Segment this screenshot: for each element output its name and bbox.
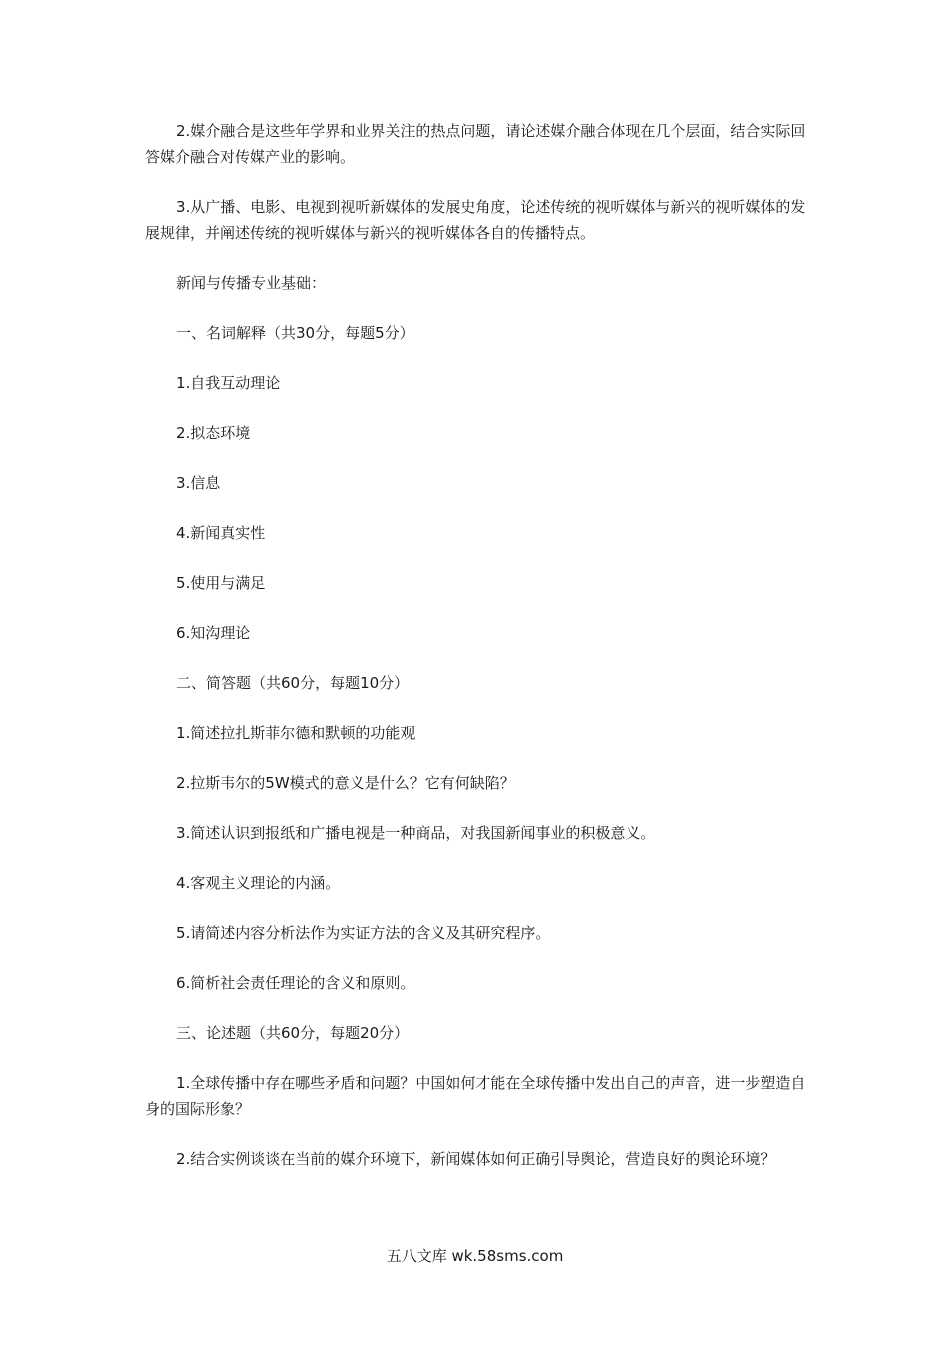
- list-item-term-5: 5.使用与满足: [176, 574, 266, 592]
- list-item-short-answer-2: 2.拉斯韦尔的5W模式的意义是什么？它有何缺陷？: [176, 774, 515, 792]
- section-heading-term-explanation: 一、名词解释（共30分，每题5分）: [176, 324, 415, 342]
- list-item-term-6: 6.知沟理论: [176, 624, 251, 642]
- list-item-short-answer-3: 3.简述认识到报纸和广播电视是一种商品，对我国新闻事业的积极意义。: [176, 824, 656, 842]
- list-item-short-answer-4: 4.客观主义理论的内涵。: [176, 874, 341, 892]
- list-item-short-answer-1: 1.简述拉扎斯菲尔德和默顿的功能观: [176, 724, 416, 742]
- section-heading-essay: 三、论述题（共60分，每题20分）: [176, 1024, 410, 1042]
- section-title-journalism-basics: 新闻与传播专业基础：: [176, 274, 327, 292]
- footer-watermark: 五八文库 wk.58sms.com: [386, 1247, 564, 1265]
- list-item-term-2: 2.拟态环境: [176, 424, 251, 442]
- list-item-short-answer-5: 5.请简述内容分析法作为实证方法的含义及其研究程序。: [176, 924, 551, 942]
- document-body: [145, 118, 810, 1196]
- list-item-term-3: 3.信息: [176, 474, 221, 492]
- list-item-short-answer-6: 6.简析社会责任理论的含义和原则。: [176, 974, 416, 992]
- list-item-essay-2: 2.结合实例谈谈在当前的媒介环境下，新闻媒体如何正确引导舆论，营造良好的舆论环境？: [176, 1150, 776, 1168]
- paragraph-question-2-media-convergence: 2.媒介融合是这些年学界和业界关注的热点问题，请论述媒介融合体现在几个层面，结合实际回答媒介融合对传媒产业的影响。: [145, 122, 806, 166]
- list-item-term-4: 4.新闻真实性: [176, 524, 266, 542]
- paragraph-question-3-audiovisual-media: 3.从广播、电影、电视到视听新媒体的发展史角度，论述传统的视听媒体与新兴的视听媒体的发展规律，并阐述传统的视听媒体与新兴的视听媒体各自的传播特点。: [145, 198, 806, 242]
- list-item-term-1: 1.自我互动理论: [176, 374, 281, 392]
- list-item-essay-1: 1.全球传播中存在哪些矛盾和问题？中国如何才能在全球传播中发出自己的声音，进一步塑造自身的国际形象？: [145, 1074, 806, 1118]
- section-heading-short-answer: 二、简答题（共60分，每题10分）: [176, 674, 410, 692]
